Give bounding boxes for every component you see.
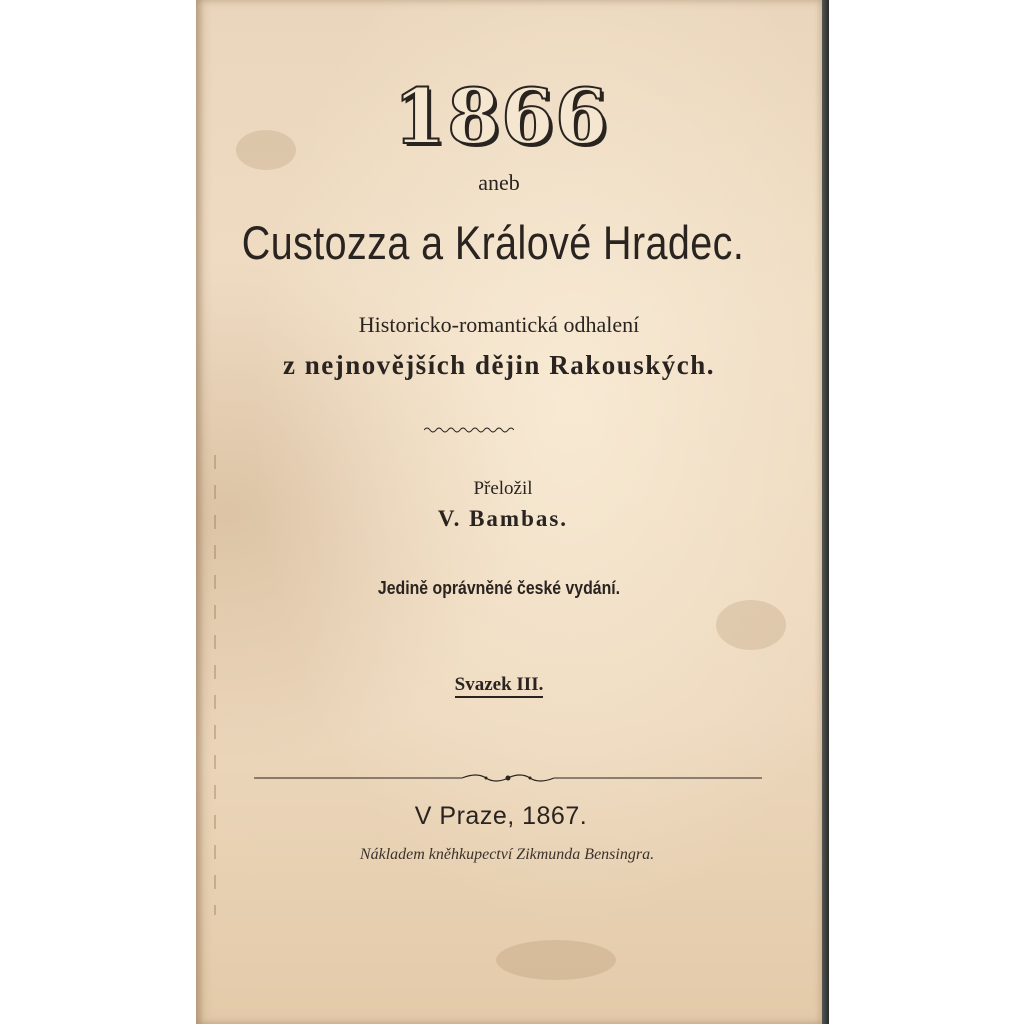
subtitle-line-2: z nejnovějších dějin Rakouských. [282,350,716,380]
title-page [196,0,822,1024]
paper-stain [496,940,616,980]
translator-name: V. Bambas. [437,506,569,531]
subtitle-line-1: Historicko-romantická odhalení [358,312,640,337]
edition-note: Jedině oprávněné české vydání. [377,578,621,598]
ornamental-rule [254,774,762,782]
publisher-line: Nákladem kněhkupectví Zikmunda Bensingra. [359,846,655,863]
wavy-divider [424,426,514,434]
connector-word: aneb [478,170,520,195]
volume-number [186,674,812,696]
place-and-date: V Praze, 1867. [414,802,588,830]
volume-label: Svazek III. [455,674,544,698]
book-title: Custozza a Králové Hradec. [241,216,745,269]
year-heading: 1866 [393,72,609,161]
paper-stain [716,600,786,650]
translator-label: Přeložil [473,478,533,499]
